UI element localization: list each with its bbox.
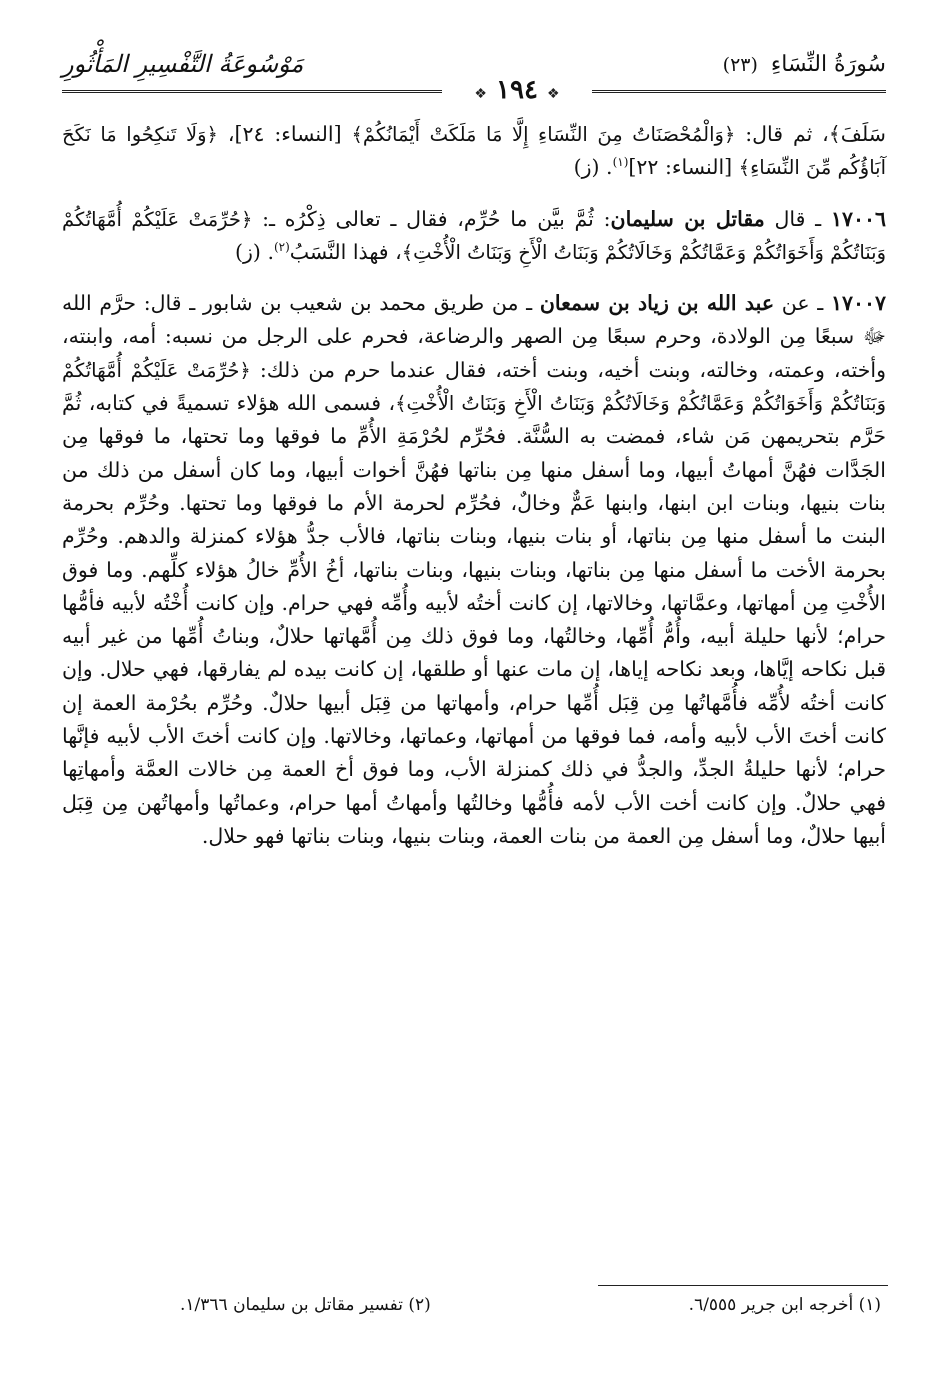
page-header [62,44,886,105]
narrator-name: مقاتل بن سليمان [610,206,765,231]
entry-number: ١٧٠٠٧ [830,291,886,316]
verse-reference: [النساء: ٢٢] [628,155,739,180]
quran-verse: ﴿وَالْمُحْصَنَاتُ مِنَ النِّسَاءِ إِلَّا مَا مَلَكَتْ أَيْمَانُكُمْ﴾ [351,123,736,146]
text-run: سَلَفَ﴾، ثم قال: [735,122,886,146]
text-run: . (ز) [235,239,274,264]
text-run: ، فهذا النَّسَبُ [289,239,402,264]
page-number: ١٩٤ [496,75,538,105]
page-number-box [442,76,592,104]
narrator-name: عبد الله بن زياد بن سمعان [539,291,775,316]
surah-header [723,52,886,77]
verse-number: (٢٣) [722,54,758,76]
hadith-entry [62,203,886,270]
verse-reference: [النساء: ٢٤]، [227,122,352,146]
quran-verse: ﴿حُرِّمَتْ عَلَيْكُمْ أُمَّهَاتُكُمْ وَبَنَاتُكُمْ وَأَخَوَاتُكُمْ وَعَمَّاتُكُمْ وَخَالَاتُكُمْ وَبَنَاتُ الْأَخِ وَبَنَاتُ الْأُخْتِ﴾ [62,358,886,416]
hadith-entry [62,287,886,853]
footnote-marker[interactable]: (٢) [273,240,290,255]
quran-verse: ﴿حُرِّمَتْ عَلَيْكُمْ أُمَّهَاتُكُمْ وَبَنَاتُكُمْ وَأَخَوَاتُكُمْ وَعَمَّاتُكُمْ وَخَالَاتُكُمْ وَبَنَاتُ الْأَخِ وَبَنَاتُ الْأُخْتِ﴾ [62,207,886,264]
surah-title: سُورَةُ النِّسَاءِ [770,52,886,77]
quran-verse: ﴿وَلَا تَنكِحُوا مَا نَكَحَ آبَاؤُكُم مِّنَ النِّسَاءِ﴾ [62,123,886,180]
footnote-rule [598,1285,888,1286]
text-run: ـ من طريق محمد بن شعيب بن شابور ـ قال: حرَّم الله ﷻ سبعًا مِن الولادة، وحرم سبعًا مِن الصهر والرضاعة، فحرم على الرجل من نسبه: أمه، وابنته، وأخته، وعمته، وخالته، وبنت أخيه، وبنت أخته، فقال عندما حرم من ذلك: [62,291,886,382]
text-run: ـ عن [774,291,831,316]
paragraph-continuation [62,118,886,185]
ornament-icon: ❖ [474,86,487,102]
text-run: : ثُمَّ بيَّن ما حُرِّم، فقال ـ تعالى ذِكْرُه ـ: [252,206,611,231]
text-run: ـ قال [764,206,831,231]
footnote-marker[interactable]: (١) [612,155,629,170]
ornament-icon: ❖ [547,86,560,102]
book-title: مَوْسُوعَةُ التَّفْسِيرِ المَأْثُورِ [62,50,304,78]
footnote-1: (١) أخرجه ابن جرير ٦/٥٥٥. [688,1295,881,1315]
page-body [62,118,886,853]
footnote-2: (٢) تفسير مقاتل بن سليمان ١/٣٦٦. [180,1295,431,1315]
text-run: . (ز) [573,155,613,180]
text-run: ، فسمى الله هؤلاء تسميةً في كتابه، ثُمَّ حَرَّم بتحريمهن مَن شاء، فمضت به السُّنَّة. فحُرِّم لحُرْمَةِ الأُمِّ ما فوقها وما تحتها، ما فوقها مِن الجَدَّات فهُنَّ أمهاتُ أبيها، وما أسفل منها مِن بناتها فهُنَّ أخوات أبيها، وما كان أسفل من ذلك من بنات بنيها، وبنات ابن ابنها، وابنها عَمٌّ وخالٌ، فحُرِّم لحرمة الأم ما فوقها وما تحتها. وحُرِّم بحرمة البنت ما أسفل منها مِن بناتها، أو بنات بنيها، وبنات بناتها، فالأب جدُّ هؤلاء كمنزلة والدهم. وحُرِّم بحرمة الأخت ما أسفل منها مِن بناتها، وبنات بنيها، وبنات بناتها، أخُ الأُمِّ خالُ هؤلاء كلِّهم. وما فوق الأُخْتِ مِن أمهاتها، وعمَّاتها، وخالاتها، إن كانت أختُه لأبيه وأُمِّه فهي حرام. وإن كانت أُخْتُه لأبيه فأمُّها حرام؛ لأنها حليلة أبيه، وأُمُّ أُمِّها، وخالتُها، وما فوق ذلك مِن أُمَّهاتها حلالٌ، وبناتُ أُمِّها من غير أبيه قبل نكاحه إيَّاها، وبعد نكاحه إياها، إن مات عنها أو طلقها، إن كانت بيده لم يفارقها، فهي حلال. وإن كانت أختُه لأُمِّه فأُمَّهاتُها مِن قِبَل أُمِّها حرام، وأمهاتها من قِبَل أبيها حلالٌ. وحُرِّم بحُرْمة العمة إن كانت أختَ الأب لأبيه وأمه، فما فوقها من أمهاتها، وعماتها، وخالاتها. وإن كانت أختَ الأب لأبيه فإنَّها حرام؛ لأنها حليلةُ الجدِّ، والجدُّ في ذلك كمنزلة الأب، وما فوق أخ العمة مِن خالات العمَّة وأمهاتِها فهي حلالٌ. وإن كانت أخت الأب لأمه فأُمُّها وخالتُها وأمهاتُ أمها حرام، وعماتُها وأمهاتُهن مِن قِبَل أبيها حلالٌ، وما أسفل مِن العمة من بنات العمة، وبنات بنيها، وبنات بناتها فهو حلال. [62,391,886,848]
entry-number: ١٧٠٠٦ [830,206,886,231]
